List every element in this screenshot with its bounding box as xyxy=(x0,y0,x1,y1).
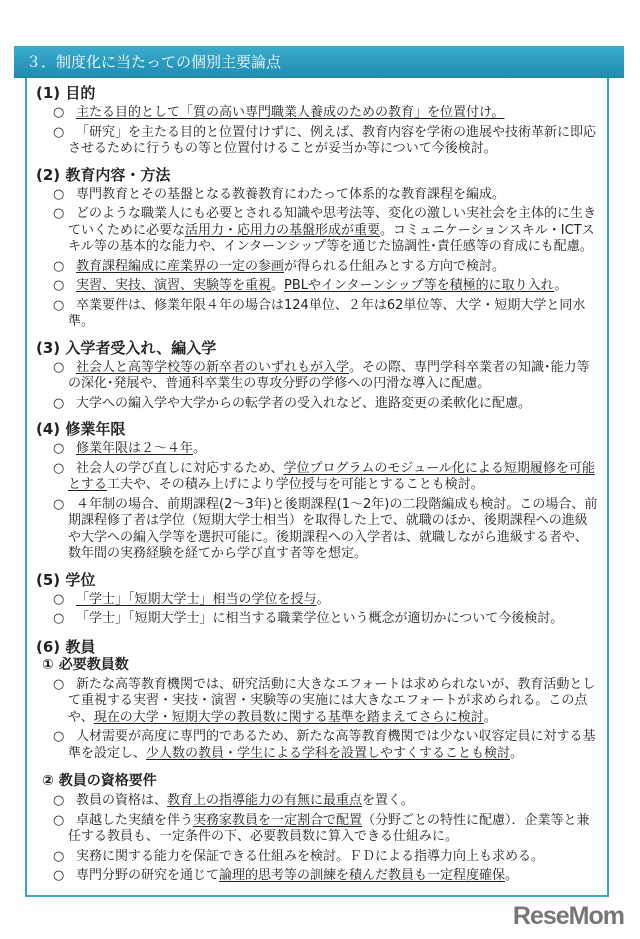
item-text xyxy=(68,461,599,494)
item-text xyxy=(68,592,599,609)
item-text xyxy=(68,298,599,331)
text: どのような職業人にも必要とされる知識や思考法等、変化の激しい実社会を主体的に生きていくために必要な xyxy=(68,206,597,238)
bullet-icon: ○ xyxy=(53,105,65,120)
list-item xyxy=(36,259,599,276)
bullet-icon: ○ xyxy=(53,395,65,411)
list-item xyxy=(36,206,599,256)
underlined-text: 実務家教員を一定割合で配置 xyxy=(193,812,363,828)
underlined-text: 活用力・応用力の基盤形成が重要 xyxy=(185,222,381,238)
underlined-text: PBLやインターンシップ等を積極的に取り入れ xyxy=(284,278,555,293)
list-item xyxy=(36,849,599,866)
bullet-icon: ○ xyxy=(53,868,65,883)
bullet-icon: ○ xyxy=(53,812,65,828)
item-text xyxy=(68,206,599,256)
list-item xyxy=(36,813,599,846)
section-heading: (2) 教育内容・方法 xyxy=(36,165,171,184)
list-item xyxy=(36,868,599,885)
text: 人材需要が高度に専門的であるため、新たな高等教育機関では少ない収容定員に対する基準を設定し、 xyxy=(68,729,596,761)
bullet-icon: ○ xyxy=(53,793,65,808)
item-text xyxy=(68,125,599,158)
text: （分野ごとの特性に配慮）．企業等と兼任する教員も、一定条件の下、必要教員数に算入できる仕組みに。 xyxy=(68,812,590,844)
text: を置く。 xyxy=(362,793,414,808)
bullet-icon: ○ xyxy=(53,186,65,202)
resemom-logo: ReseMom xyxy=(512,901,624,930)
list-item xyxy=(36,360,599,393)
underlined-text: 論理的思考等の訓練を積んだ教員も一定程度確保 xyxy=(219,868,506,883)
underlined-text: 教育上の指導能力の有無に最重点 xyxy=(167,793,363,808)
list-item xyxy=(36,677,599,727)
bullet-icon: ○ xyxy=(53,496,65,512)
item-text xyxy=(68,849,599,866)
bullet-icon: ○ xyxy=(53,591,65,607)
section-heading: (3) 入学者受入れ、編入学 xyxy=(36,338,217,357)
bullet-icon: ○ xyxy=(53,729,65,744)
text: 。コミュニケーションスキル・ICTスキル等の基本的な能力や、インターンシップ等を通じた協調性･責任感等の育成にも配慮。 xyxy=(68,222,595,254)
text: 。 xyxy=(505,868,519,883)
text: 。 xyxy=(554,278,568,293)
item-text xyxy=(68,813,599,846)
section-heading: (1) 目的 xyxy=(36,84,96,102)
bullet-icon: ○ xyxy=(53,278,65,293)
text: 大学への編入学や大学からの転学者の受入れなど、進路変更の柔軟化に配慮。 xyxy=(76,395,532,411)
text: 。その際、専門学科卒業者の知識･能力等の深化･発展や、普通科卒業生の専攻分野の学修への円滑な導入に配慮。 xyxy=(68,359,590,391)
list-item xyxy=(36,298,599,331)
list-item xyxy=(36,497,599,563)
text: 「研究」を主たる目的と位置付けずに、例えば、教育内容を学術の進展や技術革新に即応させるために行うもの等と位置付けることが妥当か等について今後検討。 xyxy=(68,124,597,156)
underlined-text: 社会人と高等学校等の新卒者のいずれもが入学 xyxy=(76,359,350,375)
text: 卓越した実績を伴う xyxy=(76,812,194,828)
bullet-icon: ○ xyxy=(53,359,65,375)
item-text xyxy=(68,497,599,563)
item-text xyxy=(68,441,599,458)
bullet-icon: ○ xyxy=(53,460,65,476)
text: 「学士」「短期大学士」に相当する職業学位という概念が適切かについて今後検討。 xyxy=(76,611,564,626)
list-item xyxy=(36,278,599,295)
underlined-text: 少人数の教員・学生による学科を設置しやすくすることも検討 xyxy=(146,745,511,761)
text: 。 xyxy=(271,278,285,293)
list-item xyxy=(36,461,599,494)
subsection-heading: ② 教員の資格要件 xyxy=(42,773,157,789)
item-text xyxy=(68,396,599,413)
text: 工夫や、その積み上げにより学位授与を可能とすることも検討。 xyxy=(107,477,484,492)
section-heading: (5) 学位 xyxy=(36,570,96,589)
text: が得られる仕組みとする方向で検討。 xyxy=(284,258,506,274)
list-item xyxy=(36,793,599,810)
item-text xyxy=(68,360,599,393)
item-text xyxy=(68,611,599,628)
section-title: ３．制度化に当たっての個別主要論点 xyxy=(26,53,282,71)
item-text xyxy=(68,868,599,885)
list-item xyxy=(36,729,599,762)
text: 。 xyxy=(193,441,207,456)
item-text xyxy=(68,187,599,204)
bullet-icon: ○ xyxy=(53,206,65,221)
underlined-text: 修業年限は２～４年 xyxy=(76,441,194,456)
bullet-icon: ○ xyxy=(53,676,65,692)
text: 社会人の学び直しに対応するため、 xyxy=(76,460,284,476)
text: ４年制の場合、前期課程(2～3年)と後期課程(1～2年)の二段階編成も検討。この場合、前期課程修了者は学位（短期大学士相当）を取得した上で、就職のほか、後期課程への進級や大学への編入学等を選択可能に。後期課程への入学者は、就職しながら進級する者や、数年間の実務経験を経てから学び直す者等を想定。 xyxy=(68,496,598,561)
bullet-icon: ○ xyxy=(53,297,65,313)
text: 専門教育とその基盤となる教養教育にわたって体系的な教育課程を編成。 xyxy=(76,186,506,202)
underlined-text: 学位プログラムのモジュール化による短期履修を可能とする xyxy=(68,460,595,492)
bullet-icon: ○ xyxy=(53,848,65,864)
section-heading: (4) 修業年限 xyxy=(36,420,126,438)
text: 教員の資格は、 xyxy=(76,793,168,808)
list-item xyxy=(36,611,599,628)
list-item xyxy=(36,396,599,413)
text: 。 xyxy=(483,709,497,725)
bullet-icon: ○ xyxy=(53,124,65,140)
underlined-text: 実習、実技、演習、実験等を重視 xyxy=(76,278,272,293)
item-text xyxy=(68,677,599,727)
item-text xyxy=(68,793,599,810)
underlined-text: 現在の大学・短期大学の教員数に関する基準を踏まえてさらに検討 xyxy=(93,709,484,725)
list-item xyxy=(36,187,599,204)
text: 卒業要件は、修業年限４年の場合は124単位、２年は62単位等、大学・短期大学と同水準。 xyxy=(68,297,586,329)
section-heading: (6) 教員 xyxy=(36,637,96,656)
list-item xyxy=(36,441,599,458)
underlined-text: 教育課程編成に産業界の一定の参画 xyxy=(76,258,285,274)
text: 。 xyxy=(316,591,330,607)
content-frame xyxy=(25,78,609,897)
bullet-icon: ○ xyxy=(53,441,65,456)
text: 新たな高等教育機関では、研究活動に大きなエフォートは求められないが、教育活動として重視する実習・実技・演習・実験等の実施には大きなエフォートが求められる。この点や、 xyxy=(68,676,596,725)
bullet-icon: ○ xyxy=(53,611,65,626)
bullet-icon: ○ xyxy=(53,258,65,274)
item-text xyxy=(68,729,599,762)
list-item xyxy=(36,592,599,609)
subsection-heading: ① 必要教員数 xyxy=(42,656,129,673)
item-text xyxy=(68,105,599,122)
list-item xyxy=(36,125,599,158)
section-title-bar xyxy=(14,46,624,78)
item-text xyxy=(68,278,599,295)
text: 実務に関する能力を保証できる仕組みを検討。ＦＤによる指導力向上も求める。 xyxy=(76,848,545,864)
list-item xyxy=(36,105,599,122)
item-text xyxy=(68,259,599,276)
text: 。 xyxy=(510,745,524,761)
text: 専門分野の研究を通じて xyxy=(76,868,220,883)
underlined-text: 「学士」「短期大学士」相当の学位を授与 xyxy=(76,591,317,607)
underlined-text: 主たる目的として「質の高い専門職業人養成のための教育」を位置付け。 xyxy=(76,105,505,120)
